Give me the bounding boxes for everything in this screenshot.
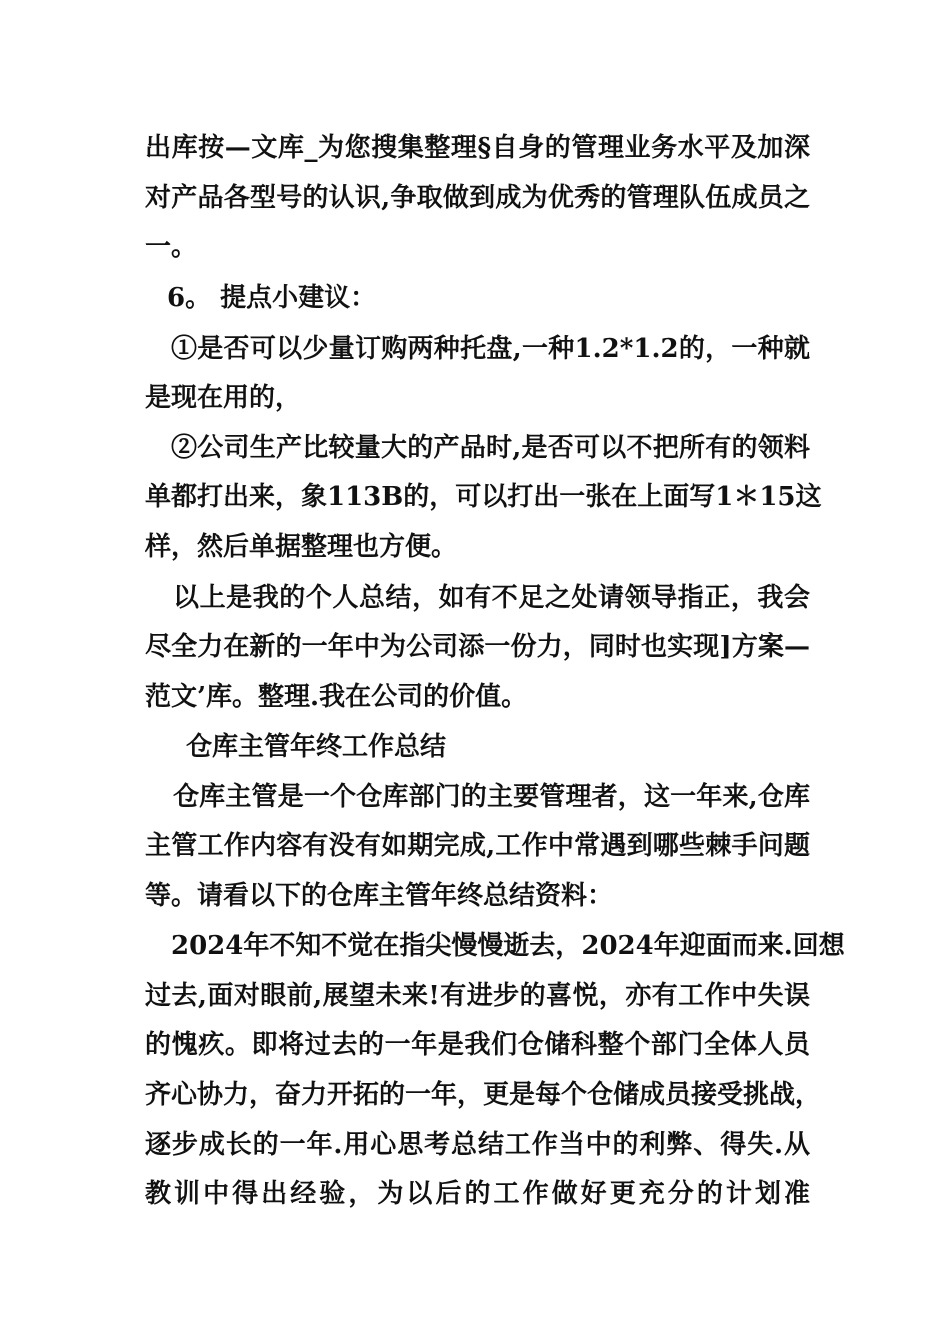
text-line: 教训中得出经验，为以后的工作做好更充分的计划准 <box>145 1179 810 1209</box>
text-line: 仓库主管是一个仓库部门的主要管理者，这一年来,仓库 <box>173 782 810 812</box>
text-line: 2024年不知不觉在指尖慢慢逝去，2024年迎面而来.回想 <box>171 931 845 961</box>
text-line: 单都打出来，象113B的，可以打出一张在上面写1＊15这 <box>145 482 822 512</box>
text-line: ①是否可以少量订购两种托盘,一种1.2*1.2的，一种就 <box>171 334 810 364</box>
text-line: 范文’库。整理.我在公司的价值。 <box>145 682 528 712</box>
text-line: 出库按—文库_为您搜集整理§自身的管理业务水平及加深 <box>145 133 810 163</box>
list-heading: 6。 提点小建议： <box>167 283 377 313</box>
text-line: 样，然后单据整理也方便。 <box>145 532 458 562</box>
text-line: 齐心协力，奋力开拓的一年，更是每个仓储成员接受挑战， <box>145 1080 822 1110</box>
text-line: 的愧疚。即将过去的一年是我们仓储科整个部门全体人员 <box>145 1030 810 1060</box>
text-line: 等。请看以下的仓库主管年终总结资料： <box>145 881 614 911</box>
text-line: 尽全力在新的一年中为公司添一份力，同时也实现]方案— <box>145 632 810 662</box>
text-line: 主管工作内容有没有如期完成,工作中常遇到哪些棘手问题 <box>145 831 810 861</box>
section-title: 仓库主管年终工作总结 <box>186 732 447 762</box>
text-line: 过去,面对眼前,展望未来!有进步的喜悦，亦有工作中失误 <box>145 981 810 1011</box>
text-line: 以上是我的个人总结，如有不足之处请领导指正，我会 <box>173 583 810 613</box>
text-line: 一。 <box>145 232 198 262</box>
text-line: 对产品各型号的认识,争取做到成为优秀的管理队伍成员之 <box>145 183 810 213</box>
text-line: 逐步成长的一年.用心思考总结工作当中的利弊、得失.从 <box>145 1130 810 1160</box>
text-line: 是现在用的， <box>145 383 302 413</box>
text-line: ②公司生产比较量大的产品时,是否可以不把所有的领料 <box>171 433 810 463</box>
